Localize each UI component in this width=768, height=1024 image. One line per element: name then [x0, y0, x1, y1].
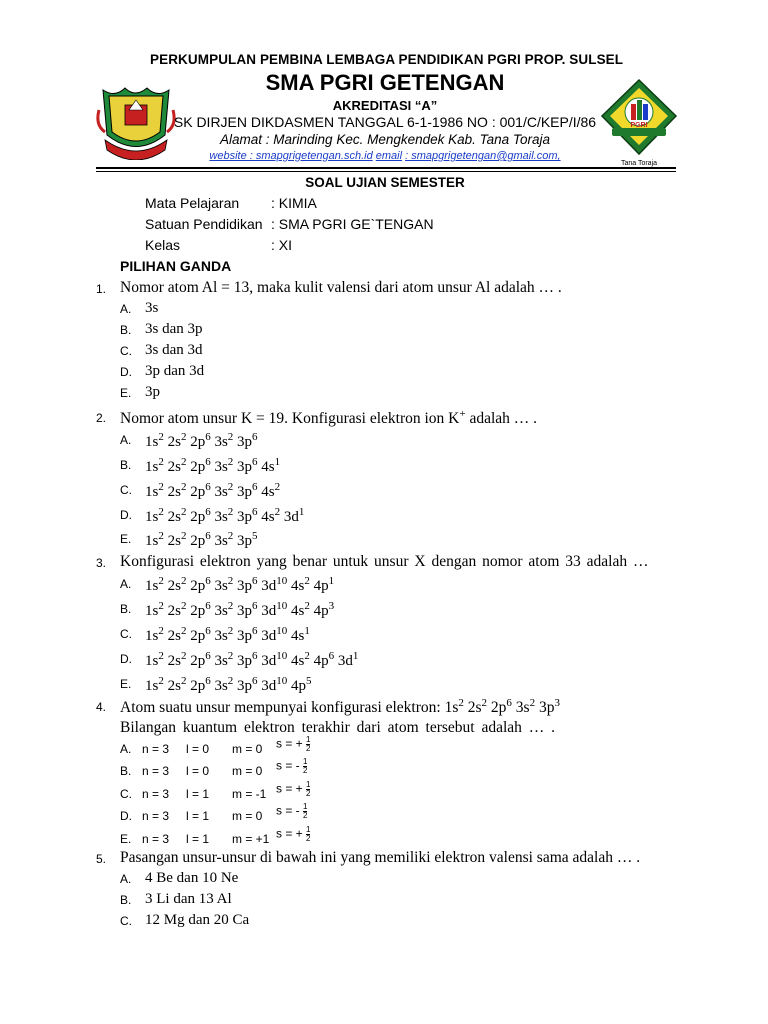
option-letter: A. — [120, 742, 132, 756]
option[interactable] — [120, 321, 420, 341]
option[interactable] — [120, 780, 420, 805]
meta-value: : XI — [271, 237, 293, 253]
option[interactable] — [120, 530, 520, 552]
option[interactable] — [120, 675, 520, 697]
question-text: Konfigurasi elektron yang benar untuk unsur X dengan nomor atom 33 adalah … — [120, 553, 649, 570]
option[interactable] — [120, 891, 420, 911]
option-letter: E. — [120, 532, 132, 546]
option[interactable] — [120, 481, 520, 503]
quantum-l: l = 1 — [186, 809, 210, 823]
email-label-link[interactable]: email — [375, 150, 403, 162]
pgri-logo-text: PGRI — [630, 122, 648, 129]
question-3 — [96, 553, 696, 573]
option-text: 12 Mg dan 20 Ca — [145, 912, 250, 928]
website-link[interactable]: website : smapgrigetengan.sch.id — [209, 150, 373, 162]
option-letter: A. — [120, 433, 132, 447]
option-letter: C. — [120, 483, 132, 497]
question-number: 3. — [96, 556, 107, 570]
option[interactable] — [120, 431, 520, 453]
option-letter: D. — [120, 652, 132, 666]
right-logo-caption: Tana Toraja — [620, 160, 658, 167]
option-text: 3p dan 3d — [145, 363, 205, 379]
option[interactable] — [120, 506, 520, 528]
option-letter: D. — [120, 809, 132, 823]
option-letter: B. — [120, 764, 132, 778]
section-heading: PILIHAN GANDA — [120, 258, 232, 274]
option[interactable] — [120, 625, 520, 647]
question-text: Nomor atom Al = 13, maka kulit valensi dari atom unsur Al adalah … . — [120, 279, 562, 296]
quantum-s: s = + $\frac{1}{2}$ — [276, 825, 311, 843]
option-letter: B. — [120, 893, 132, 907]
option-letter: E. — [120, 677, 132, 691]
option-letter: B. — [120, 458, 132, 472]
option[interactable] — [120, 384, 420, 404]
header-divider-thin — [96, 171, 676, 172]
option-letter: C. — [120, 627, 132, 641]
quantum-n: n = 3 — [142, 742, 170, 756]
question-4 — [96, 697, 696, 717]
option-text: $1s^2$ $2s^2$ $2p^6$ $3s^2$ $3p^6$ $4s^1$ — [145, 456, 281, 475]
option[interactable] — [120, 342, 420, 362]
quantum-m: m = -1 — [232, 787, 267, 801]
quantum-s: s = - $\frac{1}{2}$ — [276, 802, 308, 820]
option[interactable] — [120, 825, 420, 850]
option[interactable] — [120, 870, 420, 890]
option[interactable] — [120, 575, 520, 597]
quantum-s: s = + $\frac{1}{2}$ — [276, 735, 311, 753]
option-letter: E. — [120, 386, 132, 400]
contact-line — [150, 150, 620, 162]
quantum-l: l = 0 — [186, 742, 210, 756]
option[interactable] — [120, 912, 420, 932]
option-text: $1s^2$ $2s^2$ $2p^6$ $3s^2$ $3p^6$ $3d^{10}$ $4s^2$ $4p^3$ — [145, 600, 335, 619]
option[interactable] — [120, 456, 520, 478]
question-4-line-2 — [120, 719, 720, 739]
meta-row-class — [145, 237, 292, 253]
option-text: 3 Li dan 13 Al — [145, 891, 232, 907]
header-divider-thick — [96, 167, 676, 169]
quantum-s: s = + $\frac{1}{2}$ — [276, 780, 311, 798]
option[interactable] — [120, 802, 420, 827]
question-number: 5. — [96, 852, 107, 866]
quantum-n: n = 3 — [142, 787, 170, 801]
quantum-m: m = +1 — [232, 832, 270, 846]
option-letter: B. — [120, 602, 132, 616]
option-letter: C. — [120, 914, 132, 928]
option-letter: A. — [120, 302, 132, 316]
option[interactable] — [120, 650, 520, 672]
question-5 — [96, 849, 736, 869]
question-text: Bilangan kuantum elektron terakhir dari atom tersebut adalah … . — [120, 719, 556, 736]
option-letter: A. — [120, 872, 132, 886]
quantum-l: l = 1 — [186, 832, 210, 846]
option-text: $1s^2$ $2s^2$ $2p^6$ $3s^2$ $3p^5$ — [145, 530, 258, 549]
question-text: Nomor atom unsur K = 19. Konfigurasi elektron ion K+ adalah … . — [120, 408, 538, 428]
question-number: 4. — [96, 700, 107, 714]
option-letter: D. — [120, 365, 132, 379]
question-number: 1. — [96, 282, 107, 296]
question-number: 2. — [96, 411, 107, 425]
question-text: Pasangan unsur-unsur di bawah ini yang memiliki elektron valensi sama adalah … . — [120, 849, 641, 866]
sk-decree: SK DIRJEN DIKDASMEN TANGGAL 6-1-1986 NO : 001/C/KEP/I/86 — [173, 114, 597, 130]
option-letter: C. — [120, 787, 132, 801]
option-text: 4 Be dan 10 Ne — [145, 870, 239, 886]
quantum-n: n = 3 — [142, 809, 170, 823]
option[interactable] — [120, 735, 420, 760]
option[interactable] — [120, 300, 420, 320]
option-text: $1s^2$ $2s^2$ $2p^6$ $3s^2$ $3p^6$ — [145, 431, 258, 450]
option-letter: B. — [120, 323, 132, 337]
question-2 — [96, 408, 696, 428]
option-letter: E. — [120, 832, 132, 846]
meta-value: : KIMIA — [271, 195, 317, 211]
meta-label: Kelas — [145, 237, 181, 253]
option[interactable] — [120, 757, 420, 782]
address: Alamat : Marinding Kec. Mengkendek Kab. Tana Toraja — [220, 132, 550, 147]
meta-label: Mata Pelajaran — [145, 195, 240, 211]
option-text: $1s^2$ $2s^2$ $2p^6$ $3s^2$ $3p^6$ $3d^{10}$ $4p^5$ — [145, 675, 312, 694]
option-text: 3s dan 3p — [145, 321, 203, 337]
accreditation: AKREDITASI “A” — [332, 98, 438, 113]
meta-label: Satuan Pendidikan — [145, 216, 263, 232]
option[interactable] — [120, 363, 420, 383]
option-text: 3s — [145, 300, 159, 316]
option-text: 3s dan 3d — [145, 342, 203, 358]
option-letter: C. — [120, 344, 132, 358]
option-text: $1s^2$ $2s^2$ $2p^6$ $3s^2$ $3p^6$ $3d^{10}$ $4s^2$ $4p^6$ $3d^1$ — [145, 650, 359, 669]
option[interactable] — [120, 600, 520, 622]
quantum-l: l = 0 — [186, 764, 210, 778]
meta-row-unit — [145, 216, 434, 232]
option-text: $1s^2$ $2s^2$ $2p^6$ $3s^2$ $3p^6$ $3d^{10}$ $4s^2$ $4p^1$ — [145, 575, 335, 594]
quantum-m: m = 0 — [232, 809, 263, 823]
meta-value: : SMA PGRI GE`TENGAN — [271, 216, 434, 232]
org-name: PERKUMPULAN PEMBINA LEMBAGA PENDIDIKAN PGRI PROP. SULSEL — [150, 52, 624, 67]
quantum-m: m = 0 — [232, 764, 263, 778]
option-text: $1s^2$ $2s^2$ $2p^6$ $3s^2$ $3p^6$ $4s^2$ — [145, 481, 281, 500]
quantum-s: s = - $\frac{1}{2}$ — [276, 757, 308, 775]
option-letter: D. — [120, 508, 132, 522]
option-text: $1s^2$ $2s^2$ $2p^6$ $3s^2$ $3p^6$ $3d^{10}$ $4s^1$ — [145, 625, 310, 644]
quantum-n: n = 3 — [142, 832, 170, 846]
option-text: $1s^2$ $2s^2$ $2p^6$ $3s^2$ $3p^6$ $4s^2$ $3d^1$ — [145, 506, 305, 525]
question-1 — [96, 279, 696, 299]
quantum-n: n = 3 — [142, 764, 170, 778]
school-name: SMA PGRI GETENGAN — [265, 70, 505, 95]
exam-title: SOAL UJIAN SEMESTER — [305, 175, 465, 190]
email-link[interactable]: : smapgrigetengan@gmail.com, — [405, 150, 561, 162]
meta-row-subject — [145, 195, 317, 211]
quantum-m: m = 0 — [232, 742, 263, 756]
quantum-l: l = 1 — [186, 787, 210, 801]
option-text: 3p — [145, 384, 160, 400]
question-text: Atom suatu unsur mempunyai konfigurasi elektron: $1s^2$ $2s^2$ $2p^6$ $3s^2$ $3p^3$ — [120, 697, 560, 717]
option-letter: A. — [120, 577, 132, 591]
